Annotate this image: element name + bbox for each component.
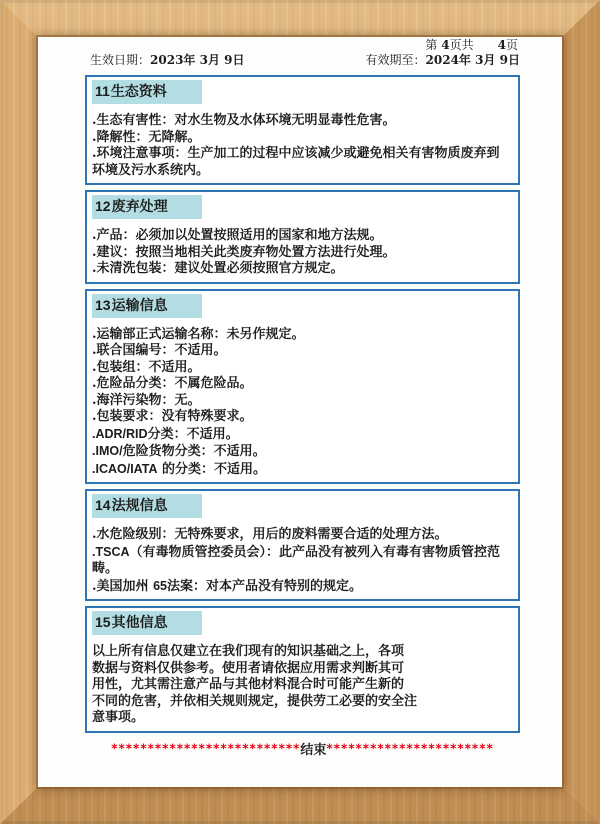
section-title-text: 运输信息 bbox=[111, 297, 168, 314]
entry-segment: .危险品分类：不属危险品。 bbox=[92, 376, 253, 391]
entry-line bbox=[92, 327, 510, 344]
entry-segment: .联合国编号：不适用。 bbox=[92, 343, 227, 358]
section-number: 13 bbox=[95, 296, 111, 313]
paragraph-line: 用性，尤其需注意产品与其他材料混合时可能产生新的 bbox=[92, 677, 405, 692]
entry-segment: .水危险级别：无特殊要求，用后的废料需要合适的处理方法。 bbox=[92, 527, 448, 542]
valid-until-date bbox=[366, 53, 520, 67]
section-title bbox=[92, 611, 202, 635]
section-title bbox=[92, 294, 202, 318]
footer-end-line bbox=[85, 738, 520, 758]
page-total-number: 4 bbox=[497, 38, 506, 52]
entry-line bbox=[92, 360, 510, 377]
page-number-info bbox=[85, 38, 520, 52]
paragraph-line: 数据与资料仅供参考。使用者请依据应用需求判断其可 bbox=[92, 660, 405, 676]
valid-until-label: 有效期至： bbox=[365, 53, 426, 67]
page-info-mid: 页共 bbox=[449, 38, 498, 52]
section-body bbox=[92, 113, 510, 179]
entry-line bbox=[92, 461, 510, 479]
entry-segment: .运输部正式运输名称：未另作规定。 bbox=[92, 326, 305, 342]
section-title-text: 法规信息 bbox=[111, 498, 168, 514]
stars-right: *********************** bbox=[326, 741, 494, 755]
stars-left: ************************** bbox=[111, 741, 301, 755]
entry-segment-bold: .ADR/RID bbox=[92, 426, 148, 441]
entry-segment-bold: 65 bbox=[153, 578, 167, 593]
entry-segment: .包装组：不适用。 bbox=[92, 359, 201, 375]
entry-segment: 的分类：不适用。 bbox=[157, 461, 267, 477]
entry-segment: .降解性：无降解。 bbox=[92, 129, 201, 145]
effective-date-value: 2023年 3月 9日 bbox=[150, 53, 245, 67]
entry-line bbox=[92, 113, 510, 130]
section-box bbox=[85, 489, 520, 601]
page-current-number: 4 bbox=[441, 38, 450, 52]
section-box bbox=[85, 606, 520, 733]
sections bbox=[85, 75, 520, 733]
section-title-text: 其他信息 bbox=[111, 615, 168, 631]
section-number: 14 bbox=[95, 497, 111, 513]
section-body bbox=[92, 327, 510, 479]
section-box bbox=[85, 190, 520, 284]
entry-line bbox=[92, 409, 510, 426]
section-title bbox=[92, 494, 202, 518]
entry-line bbox=[92, 426, 510, 444]
entry-line bbox=[92, 376, 510, 393]
page-header bbox=[85, 38, 520, 67]
entry-line bbox=[92, 544, 510, 578]
entry-segment: .环境注意事项：生产加工的过程中应该减少或避免相关有害物质废弃到环境及污水系统内。 bbox=[92, 146, 500, 178]
entry-line bbox=[92, 393, 510, 410]
entry-line bbox=[92, 261, 510, 278]
section-box bbox=[85, 75, 520, 185]
entry-line bbox=[92, 245, 510, 262]
section-body bbox=[92, 644, 510, 727]
end-label: 结束 bbox=[300, 742, 327, 758]
entry-segment: （有毒物质管控委员会）：此产品没有被列入有毒有害物质管控范畴。 bbox=[92, 544, 501, 576]
entry-segment: .包装要求：没有特殊要求。 bbox=[92, 409, 253, 424]
page-info-pre: 第 bbox=[425, 38, 442, 52]
page-info-post: 页 bbox=[505, 38, 518, 52]
entry-segment: .海洋污染物：无。 bbox=[92, 392, 201, 408]
entry-segment-bold: .TSCA bbox=[92, 544, 130, 559]
section-number: 12 bbox=[95, 198, 111, 214]
entry-segment: 分类：不适用。 bbox=[147, 426, 239, 442]
entry-segment-bold: .IMO/ bbox=[92, 444, 123, 458]
entry-segment-bold: .ICAO/IATA bbox=[92, 461, 158, 476]
entry-line bbox=[92, 146, 510, 179]
section-title-text: 废弃处理 bbox=[111, 199, 168, 215]
entry-segment: .未清洗包装：建议处置必须按照官方规定。 bbox=[92, 261, 344, 276]
entry-line bbox=[92, 527, 510, 544]
section-title-text: 生态资料 bbox=[110, 84, 167, 100]
entry-segment: .产品：必须加以处置按照适用的国家和地方法规。 bbox=[92, 228, 383, 243]
section-body bbox=[92, 228, 510, 278]
entry-segment: 法案：对本产品没有特别的规定。 bbox=[166, 578, 362, 594]
section-body bbox=[92, 527, 510, 595]
paragraph-line: 以上所有信息仅建立在我们现有的知识基础之上，各项 bbox=[92, 644, 405, 659]
entry-line bbox=[92, 578, 510, 596]
entry-line bbox=[92, 130, 510, 147]
document-page bbox=[38, 37, 562, 787]
entry-line bbox=[92, 228, 510, 245]
section-title bbox=[92, 80, 202, 104]
entry-line bbox=[92, 343, 510, 360]
dates-row bbox=[85, 53, 520, 67]
section-number: 15 bbox=[95, 614, 111, 630]
entry-segment: .美国加州 bbox=[92, 578, 154, 594]
effective-date-label: 生效日期： bbox=[90, 53, 151, 67]
entry-segment: .生态有害性：对水生物及水体环境无明显毒性危害。 bbox=[92, 113, 396, 128]
entry-line bbox=[92, 443, 510, 461]
page-content bbox=[38, 37, 562, 787]
section-box bbox=[85, 289, 520, 485]
effective-date bbox=[85, 53, 244, 67]
entry-segment: 危险货物分类：不适用。 bbox=[122, 444, 266, 459]
paragraph-line: 不同的危害，并依相关规则规定，提供劳工必要的安全注 bbox=[92, 693, 418, 709]
entry-segment: .建议：按照当地相关此类废弃物处置方法进行处理。 bbox=[92, 244, 396, 260]
section-title bbox=[92, 195, 202, 219]
section-number: 11 bbox=[95, 83, 110, 99]
paragraph-line: 意事项。 bbox=[92, 710, 145, 725]
valid-until-value: 2024年 3月 9日 bbox=[425, 53, 520, 67]
